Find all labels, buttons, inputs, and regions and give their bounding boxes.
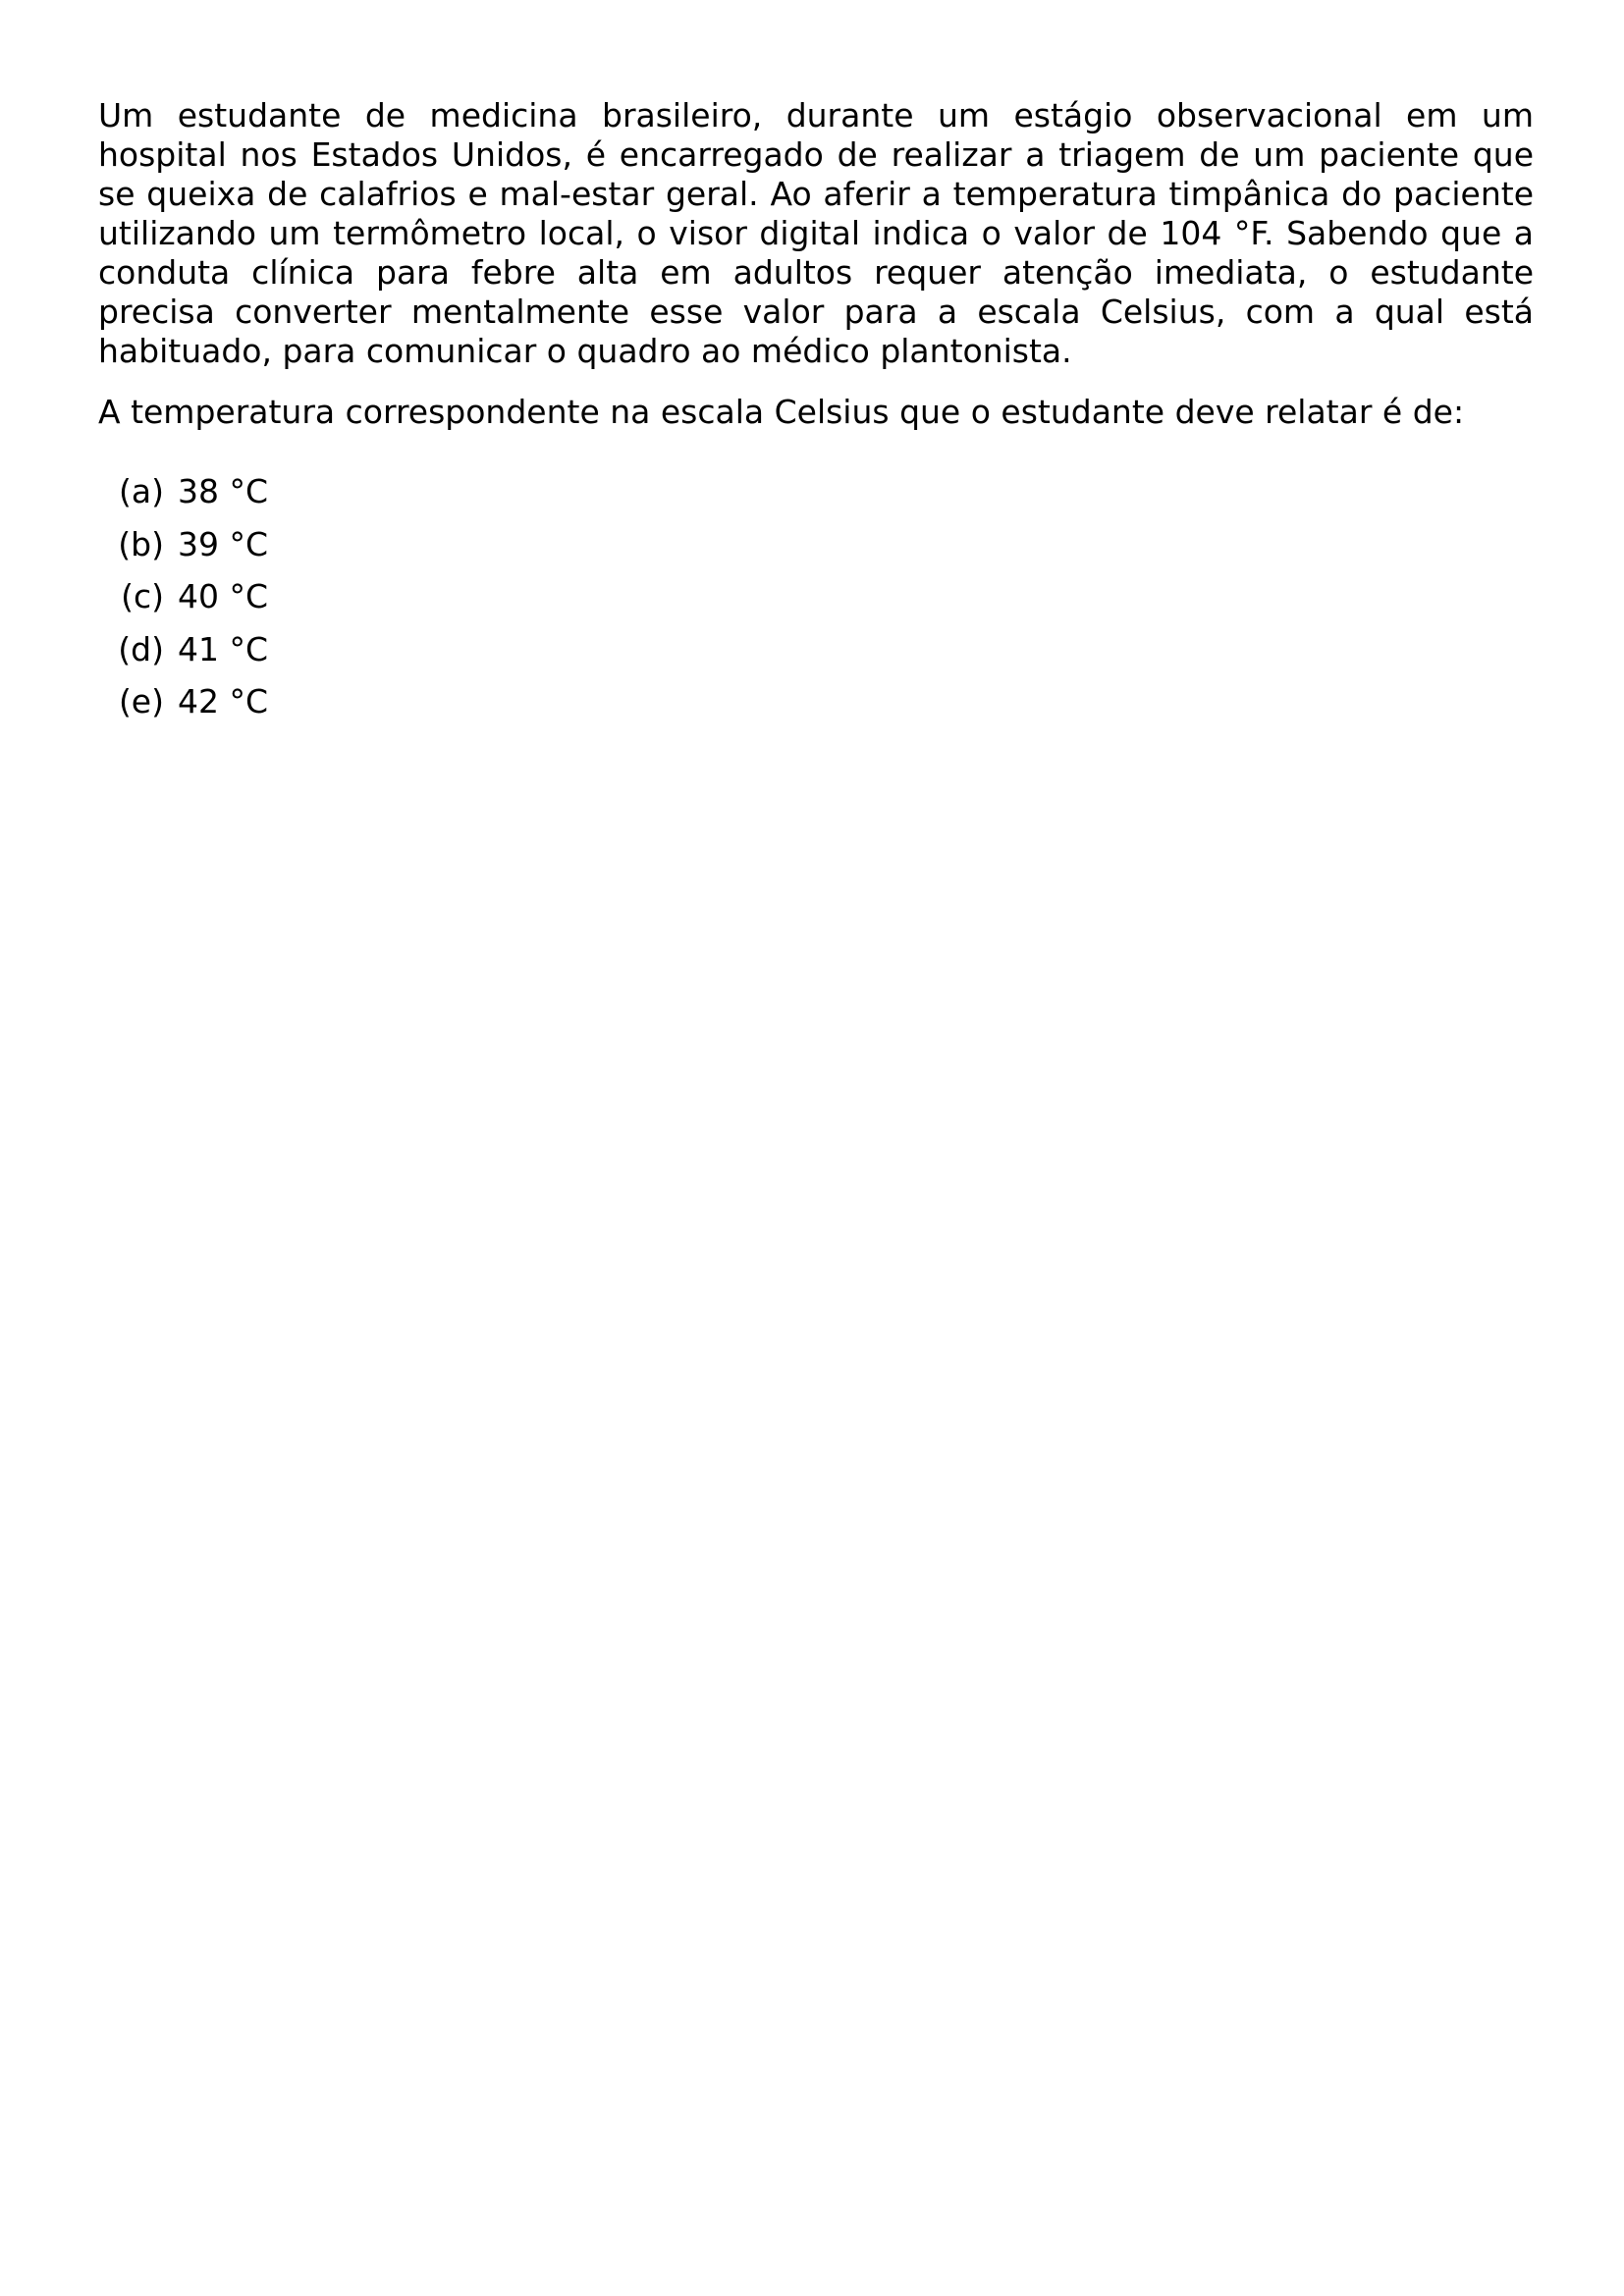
option-label: (d) [118,629,164,668]
answer-option-b[interactable] [98,518,1534,571]
option-text: 39 °C [178,524,269,563]
question-prompt: A temperatura correspondente na escala Celsius que o estudante deve relatar é de: [98,393,1465,431]
option-text: 42 °C [178,682,269,721]
document-page [98,96,1534,728]
answer-options [98,465,1534,728]
option-label: (b) [118,524,164,563]
option-label: (a) [119,472,164,510]
answer-option-a[interactable] [98,465,1534,518]
answer-option-c[interactable] [98,570,1534,623]
answer-option-d[interactable] [98,623,1534,676]
option-text: 38 °C [178,472,269,510]
option-text: 40 °C [178,577,269,615]
option-text: 41 °C [178,629,269,668]
question-statement: Um estudante de medicina brasileiro, durante um estágio observacional em um hospital nos Estados Unidos, é encarregado de realizar a triagem de um paciente que se queixa de calafrios e mal-estar geral. Ao aferir a temperatura timpânica do paciente utilizando um termômetro local, o visor digital indica o valor de 104 °F. Sabendo que a conduta clínica para febre alta em adultos requer atenção imediata, o estudante precisa converter mentalmente esse valor para a escala Celsius, com a qual está habituado, para comunicar o quadro ao médico plantonista. [98,96,1534,370]
option-label: (e) [118,682,164,721]
answer-option-e[interactable] [98,675,1534,728]
option-label: (c) [121,577,164,615]
